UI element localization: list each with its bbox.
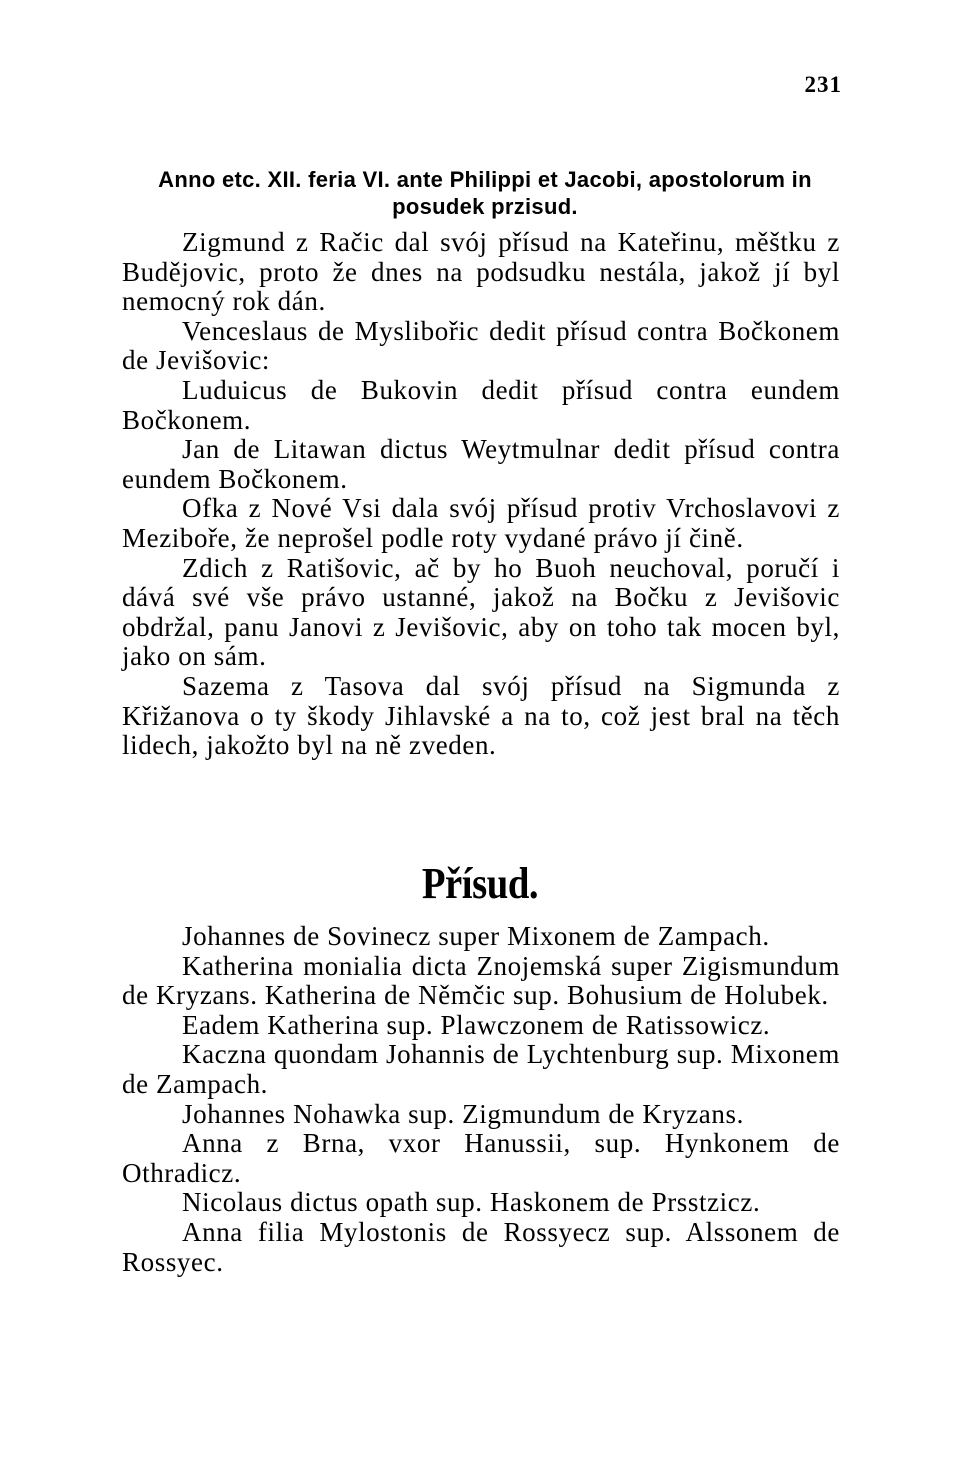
entry-paragraph: Venceslaus de Myslibořic dedit přísud contra Bočkonem de Jevišovic: <box>122 315 840 376</box>
entry-heading: Anno etc. XII. feria VI. ante Philippi et Jacobi, apostolorum in posudek przisud. <box>158 167 812 219</box>
entry-paragraph: Anna z Brna, vxor Hanussii, sup. Hynkonem de Othradicz. <box>122 1128 840 1188</box>
entry-paragraph: Katherina monialia dicta Znojemská super Zigismundum de Kryzans. Katherina de Němčic sup. Bohusium de Holubek. <box>122 950 840 1011</box>
entry-paragraph: Johannes Nohawka sup. Zigmundum de Kryzans. <box>182 1098 744 1129</box>
entry-paragraph: Anna filia Mylostonis de Rossyecz sup. Alssonem de Rossyec. <box>122 1216 840 1277</box>
entries-section-2 <box>122 922 840 1277</box>
entry-paragraph: Zigmund z Račic dal svój přísud na Kateřinu, měštku z Budějovic, proto že dnes na podsudku nestála, jakož jí byl nemocný rok dán. <box>122 227 840 317</box>
entry-paragraph: Luduicus de Bukovin dedit přísud contra eundem Bočkonem. <box>122 374 840 435</box>
entry-paragraph: Johannes de Sovinecz super Mixonem de Zampach. <box>182 921 770 951</box>
entry-paragraph: Nicolaus dictus opath sup. Haskonem de Prsstzicz. <box>182 1187 761 1218</box>
entry-paragraph: Zdich z Ratišovic, ač by ho Buoh neuchoval, poručí i dává své vše právo ustanné, jakož na Bočku z Jevišovic obdržal, panu Janovi z Jevišovic, aby on toho tak mocen byl, jako on sám. <box>122 552 840 672</box>
section-title: Přísud. <box>421 859 539 908</box>
entry-paragraph: Jan de Litawan dictus Weytmulnar dedit přísud contra eundem Bočkonem. <box>122 434 840 494</box>
entry-paragraph: Kaczna quondam Johannis de Lychtenburg sup. Mixonem de Zampach. <box>122 1039 840 1099</box>
page-number: 231 <box>804 72 842 97</box>
entry-paragraph: Sazema z Tasova dal svój přísud na Sigmunda z Křižanova o ty škody Jihlavské a na to, což jest bral na těch lidech, jakožto byl na ně zveden. <box>122 670 840 761</box>
entry-paragraph: Eadem Katherina sup. Plawczonem de Ratissowicz. <box>182 1009 771 1040</box>
entry-paragraph: Ofka z Nové Vsi dala svój přísud protiv Vrchoslavovi z Meziboře, že neprošel podle roty vydané právo jí čině. <box>122 493 840 553</box>
entries-section-1 <box>122 228 840 761</box>
